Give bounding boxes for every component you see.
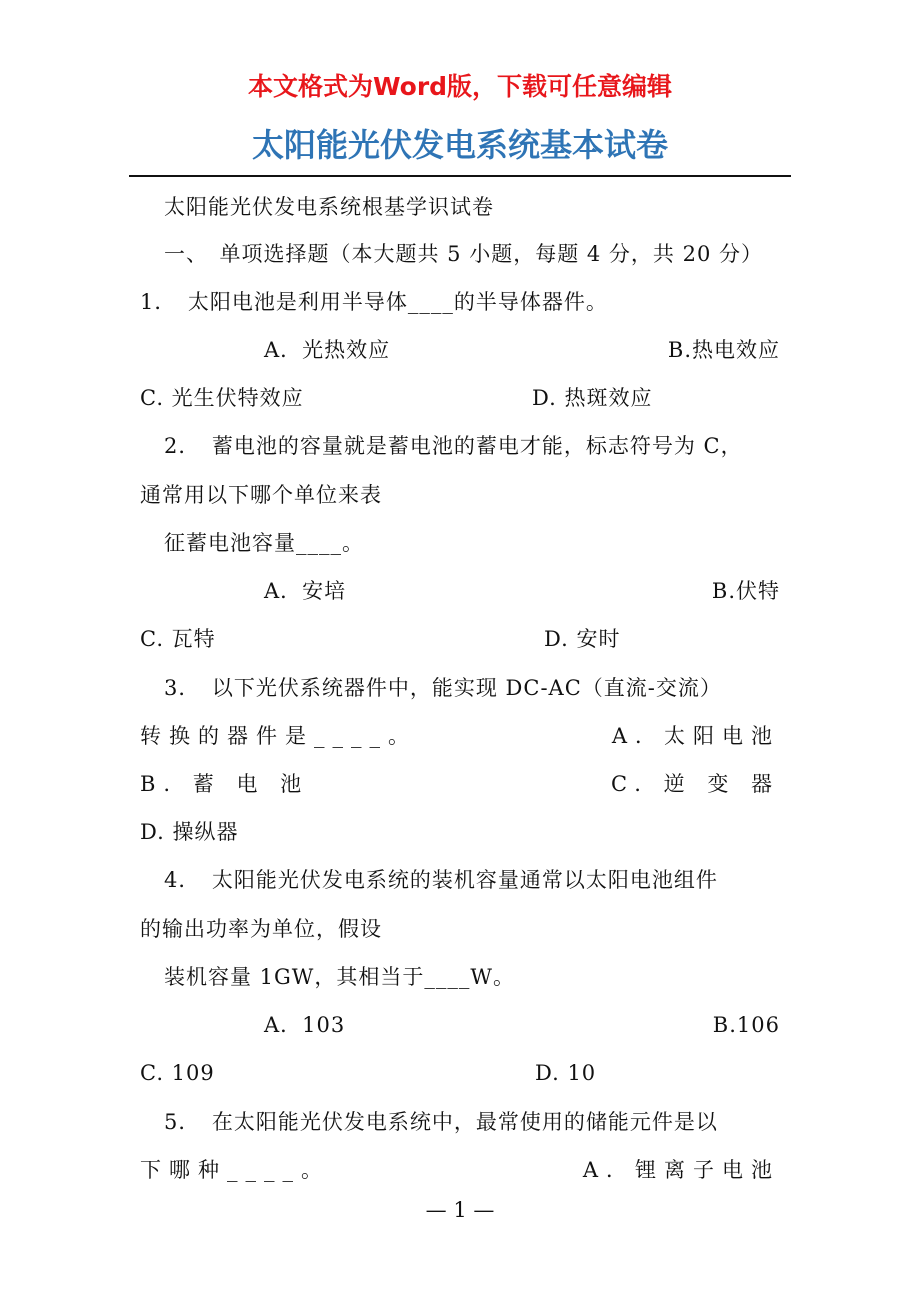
- question-3-line-2: [140, 722, 780, 750]
- question-4-option-b: B.106: [712, 1013, 780, 1037]
- question-2-option-b: B.伏特: [711, 579, 780, 603]
- question-2-option-c: C. 瓦特: [140, 627, 216, 651]
- question-1-option-b: B.热电效应: [667, 338, 780, 362]
- question-3-option-b: B. 蓄 电 池: [140, 772, 310, 796]
- title-divider: [129, 175, 791, 177]
- question-3-option-c: C. 逆 变 器: [610, 772, 780, 796]
- question-4-options-ab: [140, 1011, 780, 1039]
- question-3-stem-line-1: 3． 以下光伏系统器件中，能实现 DC-AC（直流-交流）: [164, 676, 722, 700]
- question-4-stem-line-2: 的输出功率为单位，假设: [140, 917, 382, 941]
- question-4-option-d: D. 10: [535, 1061, 597, 1085]
- question-2-stem-line-3: 征蓄电池容量____。: [164, 531, 364, 555]
- question-5-stem-line-2: 下哪种____。: [140, 1158, 330, 1182]
- document-title: 太阳能光伏发电系统基本试卷: [251, 126, 668, 164]
- question-3-option-a: A．太阳电池: [611, 724, 780, 748]
- question-2-stem-line-1: 2． 蓄电池的容量就是蓄电池的蓄电才能，标志符号为 C，: [164, 434, 743, 458]
- question-1-option-a: A．光热效应: [264, 338, 391, 362]
- question-2-stem-line-2: 通常用以下哪个单位来表: [140, 483, 382, 507]
- question-2-options-ab: [140, 577, 780, 605]
- question-5-stem-line-1: 5． 在太阳能光伏发电系统中，最常使用的储能元件是以: [164, 1110, 718, 1134]
- question-4-stem-line-3: 装机容量 1GW，其相当于____W。: [164, 965, 515, 989]
- paper-subtitle: 太阳能光伏发电系统根基学识试卷: [164, 195, 494, 219]
- question-5-option-a: A．锂离子电池: [582, 1158, 780, 1182]
- question-1-option-d: D. 热斑效应: [532, 386, 653, 410]
- question-3-stem-line-2: 转换的器件是____。: [140, 724, 417, 748]
- page-number: — 1 —: [425, 1198, 495, 1222]
- question-2-option-d: D. 安时: [544, 627, 621, 651]
- download-banner: 本文格式为Word版，下载可任意编辑: [247, 72, 673, 101]
- question-1-options-ab: [140, 336, 780, 364]
- question-2-option-a: A．安培: [264, 579, 347, 603]
- question-3-option-d: D. 操纵器: [140, 820, 239, 844]
- question-5-line-2: [140, 1156, 780, 1184]
- question-4-option-a: A．103: [264, 1013, 346, 1037]
- section-heading: 一、 单项选择题（本大题共 5 小题，每题 4 分，共 20 分）: [164, 242, 763, 266]
- question-4-option-c: C. 109: [140, 1061, 215, 1085]
- question-3-line-3: [140, 770, 780, 798]
- question-1-stem: 1． 太阳电池是利用半导体____的半导体器件。: [140, 290, 608, 314]
- question-1-option-c: C. 光生伏特效应: [140, 386, 304, 410]
- question-4-stem-line-1: 4． 太阳能光伏发电系统的装机容量通常以太阳电池组件: [164, 868, 718, 892]
